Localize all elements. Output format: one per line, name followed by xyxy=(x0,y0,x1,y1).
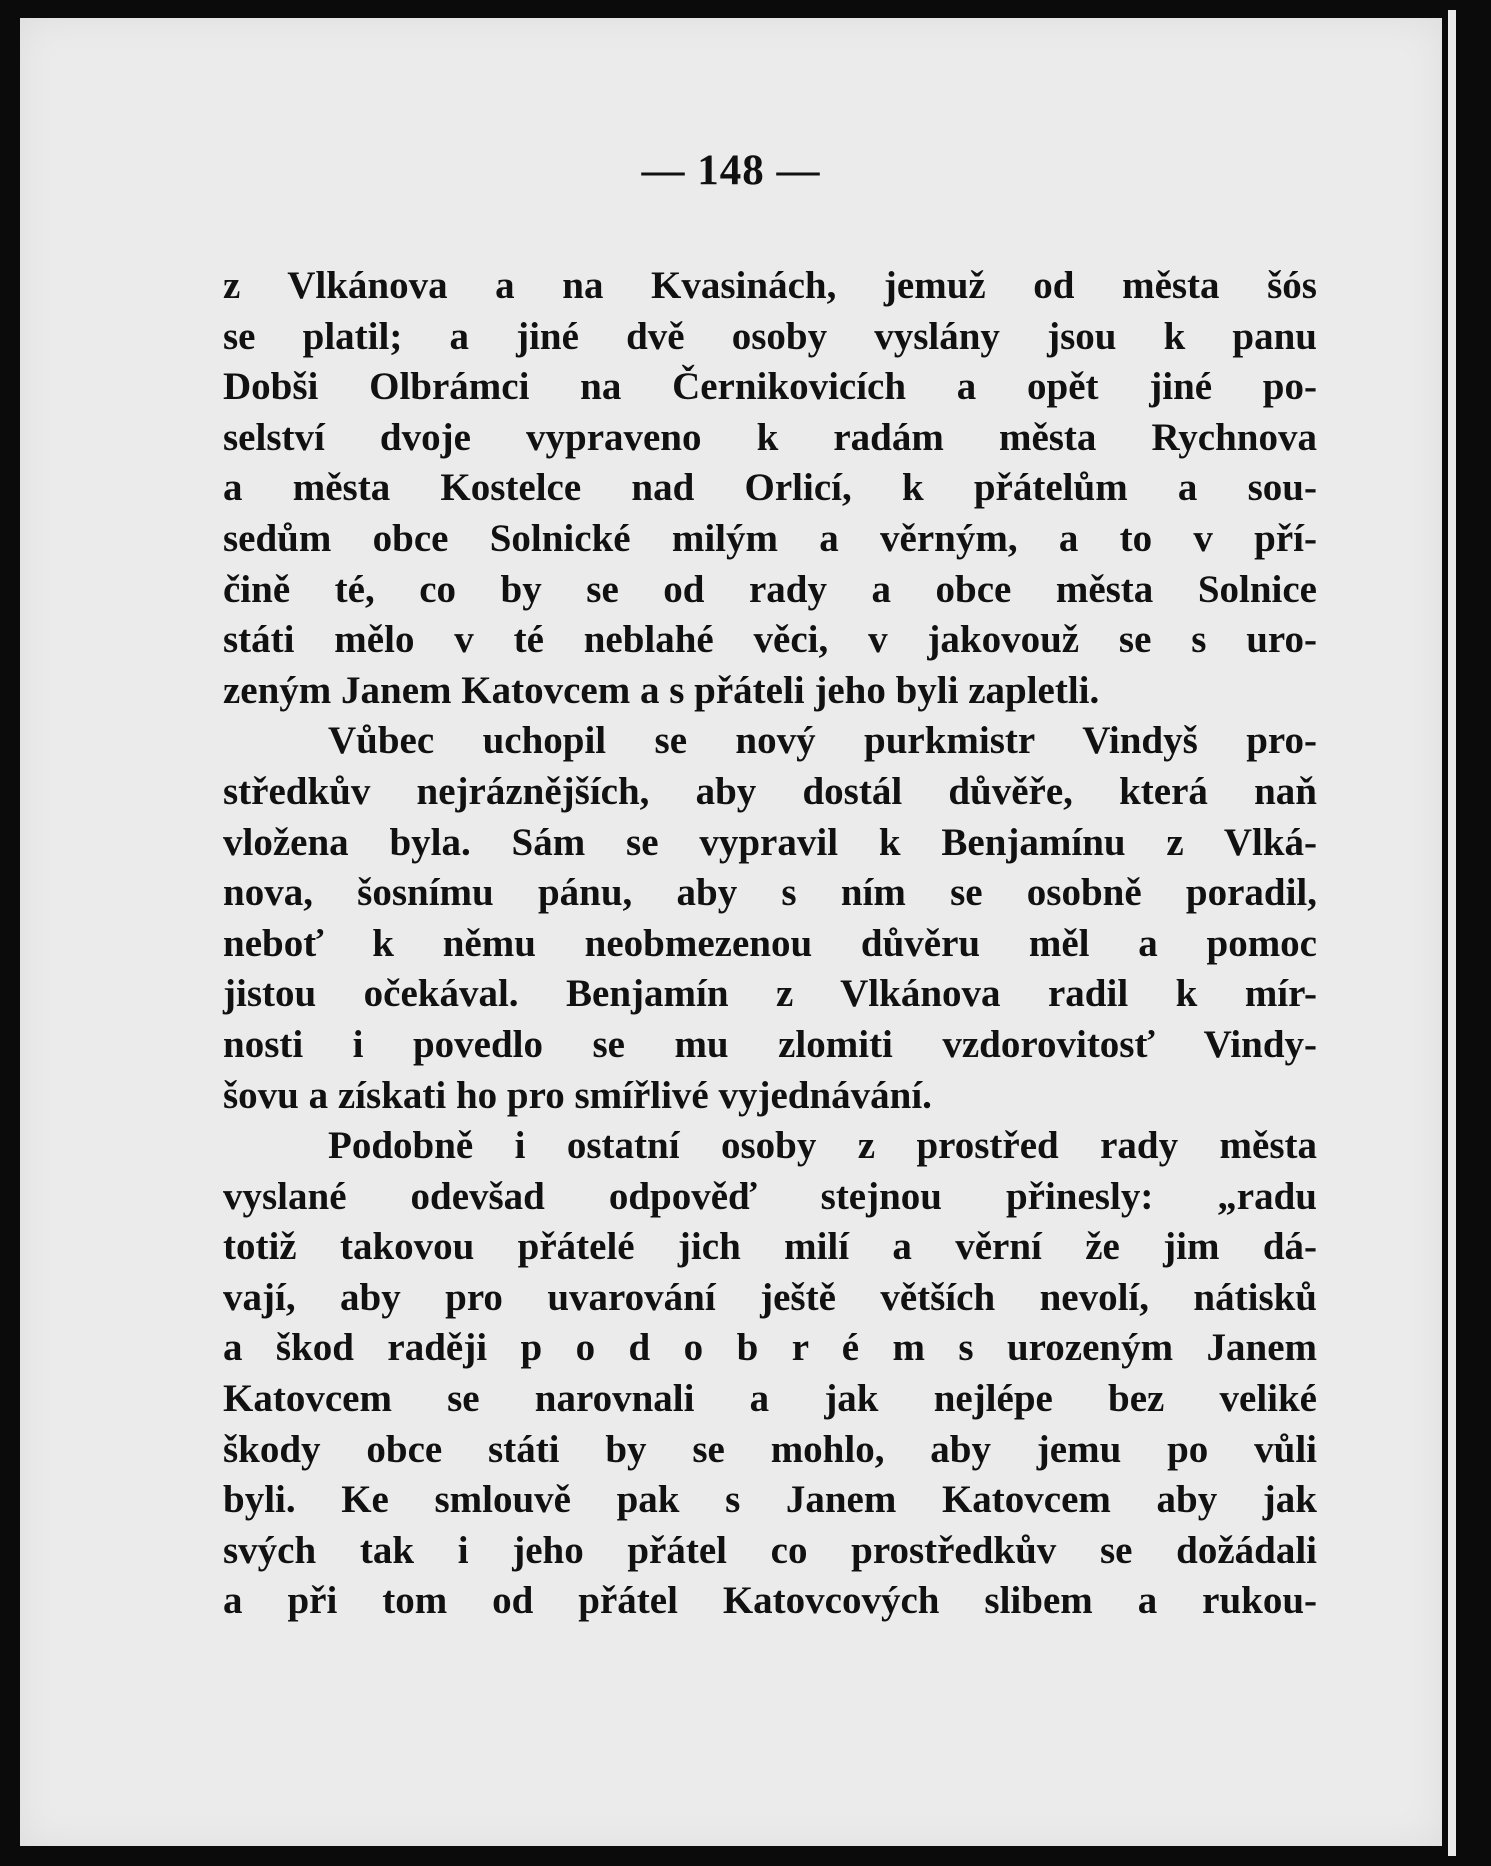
text-line: státi mělo v té neblahé věci, v jakovouž se s uro- xyxy=(223,618,1317,662)
text-line: šovu a získati ho pro smířlivé vyjednávání. xyxy=(223,1073,932,1117)
body-text xyxy=(223,261,1317,1627)
text-line: svých tak i jeho přátel co prostředkův se dožádali xyxy=(223,1528,1317,1572)
text-line: škody obce státi by se mohlo, aby jemu po vůli xyxy=(223,1427,1317,1471)
text-line: selství dvoje vypraveno k radám města Rychnova xyxy=(223,415,1317,459)
page-edge-rule xyxy=(1448,10,1456,1856)
text-line: středkův nejráznějších, aby dostál důvěře, která naň xyxy=(223,769,1317,813)
text-line: nova, šosnímu pánu, aby s ním se osobně poradil, xyxy=(223,871,1317,915)
text-line: zeným Janem Katovcem a s přáteli jeho byli zapletli. xyxy=(223,668,1100,712)
text-line: vložena byla. Sám se vypravil k Benjamínu z Vlká- xyxy=(223,820,1317,864)
text-line: Dobši Olbrámci na Černikovicích a opět jiné po- xyxy=(223,365,1317,409)
text-line: se platil; a jiné dvě osoby vyslány jsou k panu xyxy=(223,314,1317,358)
text-line: a města Kostelce nad Orlicí, k přátelům a sou- xyxy=(223,466,1317,510)
text-line: byli. Ke smlouvě pak s Janem Katovcem aby jak xyxy=(223,1478,1317,1522)
text-line: jistou očekával. Benjamín z Vlkánova radil k mír- xyxy=(223,972,1317,1016)
text-line: Vůbec uchopil se nový purkmistr Vindyš pro- xyxy=(328,719,1317,763)
text-line: nosti i povedlo se mu zlomiti vzdorovitosť Vindy- xyxy=(223,1022,1317,1066)
text-line: Podobně i ostatní osoby z prostřed rady města xyxy=(328,1124,1317,1168)
page-number: — 148 — xyxy=(641,147,821,194)
text-line: a škod raději p o d o b r é m s urozeným Janem xyxy=(223,1326,1317,1370)
text-line: a při tom od přátel Katovcových slibem a rukou- xyxy=(223,1579,1317,1623)
text-line: totiž takovou přátelé jich milí a věrní že jim dá- xyxy=(223,1225,1317,1269)
book-page xyxy=(20,18,1442,1846)
text-line: neboť k němu neobmezenou důvěru měl a pomoc xyxy=(223,921,1317,965)
text-line: vyslané odevšad odpověď stejnou přinesly: „radu xyxy=(223,1174,1317,1218)
text-line: z Vlkánova a na Kvasinách, jemuž od města šós xyxy=(223,264,1317,307)
text-line: Katovcem se narovnali a jak nejlépe bez veliké xyxy=(223,1377,1317,1421)
text-line: vají, aby pro uvarování ještě větších nevolí, nátisků xyxy=(223,1275,1317,1319)
text-line: sedům obce Solnické milým a věrným, a to v pří- xyxy=(223,516,1317,560)
text-line: čině té, co by se od rady a obce města Solnice xyxy=(223,567,1317,611)
